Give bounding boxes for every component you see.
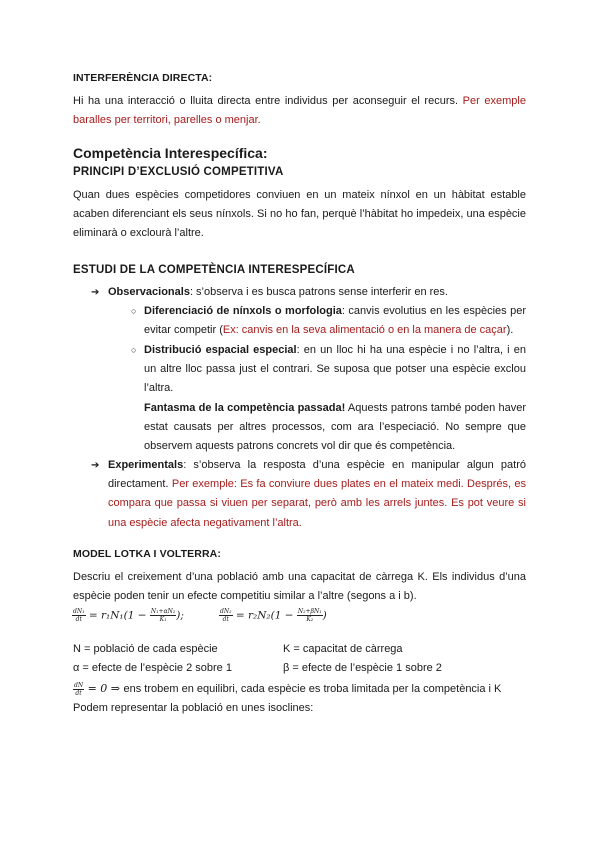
eq1-rhs-fraction: $\frac{\text{N₁+αN₂}}{\text{K₁}}$: [150, 608, 176, 623]
lotka-intro: Descriu el creixement d’una població amb una capacitat de càrrega K. Els individus d’una espècie poden tenir un efecte competitiu similar a l’altre (segons a i b).: [73, 571, 526, 603]
eq3-text: ens trobem en equilibri, cada espècie es troba limitada per la competència i K: [123, 683, 502, 695]
observational-item: [108, 283, 526, 302]
equation-2: $\frac{\text{dN₂}}{dt}$ = r₂N₂(1 − $\frac{\text{N₂+βN₁}}{\text{K₂}}$ ): [220, 608, 327, 623]
circle-bullet-icon: ○: [131, 345, 137, 355]
study-heading: ESTUDI DE LA COMPETÈNCIA INTERESPECÍFICA: [73, 264, 355, 276]
arrow-bullet-icon: ➔: [91, 460, 100, 471]
distribution-item: [144, 341, 526, 399]
differentiation-item: [144, 302, 526, 340]
interference-text: Hi ha una interacció o lluita directa entre individus per aconseguir el recurs.: [73, 95, 463, 107]
experimental-item: [108, 456, 526, 533]
definition-alpha: α = efecte de l’espècie 2 sobre 1: [73, 662, 232, 674]
equation-1: $\frac{\text{dN₁}}{dt}$ = r₁N₁(1 − $\frac{\text{N₁+αN₂}}{\text{K₁}}$ );: [73, 608, 184, 623]
eq2-lhs-fraction: $\frac{\text{dN₂}}{dt}$: [220, 608, 232, 623]
interference-example: Per exemple baralles per territori, parelles o menjar.: [73, 95, 526, 127]
ghost-text: Aquests patrons també poden haver estat causats per altres processos, com ara l’especiació. No sempre que observem aquests patrons concrets vol dir que és competència.: [144, 402, 526, 453]
lotka-heading: MODEL LOTKA I VOLTERRA:: [73, 548, 221, 560]
section-title: Competència Interespecífica:: [73, 145, 268, 161]
experimental-label: Experimentals: [108, 459, 184, 471]
definition-k: K = capacitat de càrrega: [283, 643, 403, 655]
eq1-lhs-fraction: $\frac{\text{dN₁}}{dt}$: [73, 608, 85, 623]
interference-paragraph: [73, 92, 526, 130]
differentiation-example: Ex: canvis en la seva alimentació o en la manera de caçar: [222, 324, 507, 337]
definition-beta: β = efecte de l’espècie 1 sobre 2: [283, 662, 442, 674]
experimental-example: Per exemple: Es fa conviure dues plates en el mateix medi. Després, es compara que passa si viuen per separat, però amb les arrels juntes. Es pot veure si una espècie afecta negativament l’altra.: [108, 478, 526, 529]
distribution-label: Distribució espacial especial: [144, 344, 297, 356]
eq3-symbol: = 0 ⇒: [84, 682, 124, 695]
eq2-rhs-fraction: $\frac{\text{N₂+βN₁}}{\text{K₂}}$: [297, 608, 322, 623]
differentiation-text: : canvis evolutius en les espècies per evitar competir (: [144, 305, 526, 337]
interference-heading: INTERFERÈNCIA DIRECTA:: [73, 72, 213, 84]
differentiation-end: ).: [506, 324, 514, 337]
isoclines-text: Podem representar la població en unes isoclines:: [73, 702, 314, 714]
observational-text: : s’observa i es busca patrons sense interferir en res.: [189, 286, 448, 298]
observational-label: Observacionals: [108, 286, 190, 298]
differentiation-label: Diferenciació de nínxols o morfologia: [144, 305, 342, 317]
principle-heading: PRINCIPI D’EXCLUSIÓ COMPETITIVA: [73, 166, 284, 178]
arrow-bullet-icon: ➔: [91, 287, 100, 298]
definition-n: N = població de cada espècie: [73, 643, 218, 655]
eq3-fraction: $\frac{dN}{dt}$: [74, 681, 84, 697]
equilibrium-line: [73, 679, 526, 699]
circle-bullet-icon: ○: [131, 306, 137, 316]
principle-paragraph: Quan dues espècies competidores conviuen en un mateix nínxol en un hàbitat estable acaben diferenciant els seus nínxols. Si no ho fan, perquè l’hàbitat ho impedeix, una espècie eliminarà o exclourà l’altre.: [73, 189, 526, 240]
ghost-paragraph: [144, 399, 526, 457]
distribution-text: : en un lloc hi ha una espècie i no l’altra, i en un altre lloc passa just el contrari. Se suposa que potser una espècie exclou l’altra.: [144, 344, 526, 395]
experimental-text: : s’observa la resposta d’una espècie en manipular algun patró directament.: [108, 459, 526, 491]
ghost-label: Fantasma de la competència passada!: [144, 402, 346, 414]
